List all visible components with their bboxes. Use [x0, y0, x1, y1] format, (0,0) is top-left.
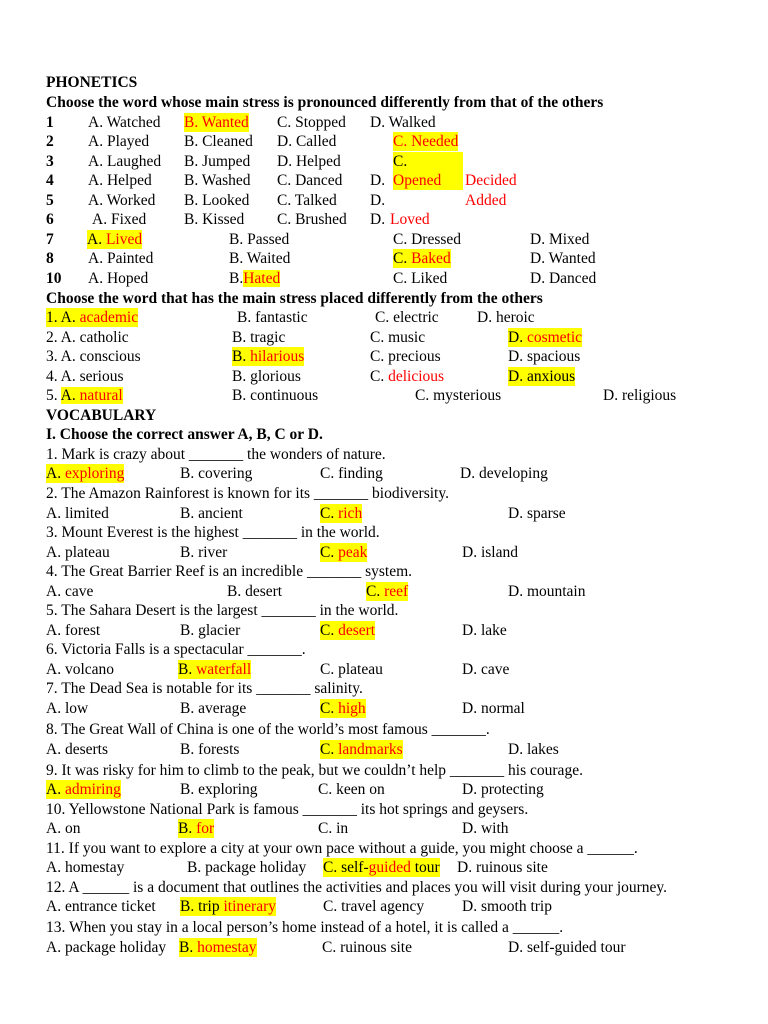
option-d: D. spacious [508, 348, 581, 365]
option-letter: B. [232, 348, 247, 365]
option-b: B. forests [180, 741, 240, 758]
option-b: B. glacier [180, 622, 241, 639]
question-number: 10 [46, 270, 62, 287]
answer-option-b: B. Wanted [184, 114, 249, 131]
option-letter: C. [320, 544, 335, 561]
option-d: D. Helped [277, 153, 341, 170]
answer-word: hilarious [250, 348, 305, 365]
option-a: A. Played [88, 133, 150, 150]
question-number: 2 [46, 133, 54, 150]
option-c: C. Danced [277, 172, 343, 189]
option-letter: C. [393, 250, 408, 267]
option-a: A. Helped [88, 172, 152, 189]
question-number: 5 [46, 192, 54, 209]
answer-option-c [323, 858, 440, 877]
option-letter: 1. A. [46, 309, 76, 326]
answer-option-b [178, 819, 214, 838]
answer-word: guided [368, 859, 411, 876]
answer-word: exploring [64, 465, 125, 482]
question-text: 8. The Great Wall of China is one of the world’s most famous _______. [46, 721, 490, 738]
answer-option-c [320, 504, 362, 523]
option-letter: B. [178, 820, 193, 837]
option-c: C. ruinous site [322, 939, 412, 956]
option-d: D. religious [603, 387, 677, 404]
option-c: C. Liked [393, 270, 448, 287]
option-c: C. music [370, 329, 426, 346]
answer-option-a [46, 386, 123, 405]
option-d: D. mountain [508, 583, 586, 600]
option-c: C. Brushed [277, 211, 347, 228]
answer-word: high [338, 700, 366, 717]
option-d: D. [370, 192, 386, 209]
option-b: B. tragic [232, 329, 286, 346]
option-d: D. Called [277, 133, 337, 150]
question-text: 12. A ______ is a document that outlines the activities and places you will visit during your journey. [46, 879, 668, 896]
question-text: 11. If you want to explore a city at your own pace without a guide, you might choose a ______. [46, 840, 638, 857]
option-d: D. cave [462, 661, 510, 678]
question-number: 7 [46, 231, 54, 248]
option-d: D. sparse [508, 505, 566, 522]
answer-word: waterfall [196, 661, 252, 678]
question-text: 6. Victoria Falls is a spectacular _______. [46, 641, 306, 658]
option-b: B. river [180, 544, 228, 561]
answer-word: for [196, 820, 215, 837]
option-d: D. protecting [462, 781, 544, 798]
option-a: 4. A. serious [46, 368, 124, 385]
question-text: 5. The Sahara Desert is the largest _______ in the world. [46, 602, 399, 619]
option-letter: B. [178, 661, 193, 678]
option-d: D. developing [460, 465, 548, 482]
option-d: D. Wanted [530, 250, 596, 267]
answer-option-c [393, 249, 451, 268]
option-d: D. anxious [508, 368, 576, 385]
option-letter: B. [229, 270, 244, 287]
option-b: B. covering [180, 465, 253, 482]
answer-option-b [229, 269, 280, 288]
question-text: 4. The Great Barrier Reef is an incredible _______ system. [46, 563, 413, 580]
phonetics-heading: PHONETICS [46, 74, 138, 91]
option-letter: A. [60, 387, 76, 404]
option-a: 2. A. catholic [46, 329, 129, 346]
question-text: 7. The Dead Sea is notable for its _______ salinity. [46, 680, 363, 697]
option-a: A. Hoped [88, 270, 149, 287]
option-b: B. Waited [229, 250, 291, 267]
answer-option-c: C. Needed [393, 133, 459, 150]
option-d: D. [370, 211, 386, 228]
option-c: C. mysterious [415, 387, 502, 404]
question-text: 2. The Amazon Rainforest is known for its _______ biodiversity. [46, 485, 449, 502]
option-a: A. forest [46, 622, 101, 639]
option-d: D. with [462, 820, 509, 837]
option-b: B. Cleaned [184, 133, 253, 150]
answer-text: Loved [390, 211, 430, 228]
option-letter: C. [320, 505, 335, 522]
answer-word: homestay [197, 939, 257, 956]
option-b: B. package holiday [187, 859, 307, 876]
option-letter: B. [179, 939, 194, 956]
option-d: D. [370, 172, 386, 189]
answer-word: delicious [388, 368, 445, 385]
option-c: C. electric [375, 309, 439, 326]
answer-word: peak [338, 544, 368, 561]
question-number: 3 [46, 153, 54, 170]
option-letter: A. [46, 781, 62, 798]
option-letter: C. [320, 622, 335, 639]
question-number: 4 [46, 172, 54, 189]
question-text: 9. It was risky for him to climb to the peak, but we couldn’t help _______ his courage. [46, 762, 583, 779]
option-c: C. in [318, 820, 349, 837]
answer-option-c [320, 699, 366, 718]
question-text: 10. Yellowstone National Park is famous _______ its hot springs and geysers. [46, 801, 529, 818]
option-c: C. keen on [318, 781, 385, 798]
option-d: D. lakes [508, 741, 559, 758]
phonetics-instruction-2: Choose the word that has the main stress placed differently from the others [46, 290, 543, 307]
answer-option-a [87, 230, 142, 249]
answer-option-b [232, 347, 304, 366]
answer-option-b [179, 938, 257, 957]
option-b: B. fantastic [237, 309, 308, 326]
option-b: B. Jumped [184, 153, 251, 170]
answer-text: Decided [465, 172, 517, 189]
option-b: B. exploring [180, 781, 258, 798]
phonetics-instruction-1: Choose the word whose main stress is pronounced differently from that of the others [46, 94, 604, 111]
answer-option-b [178, 660, 251, 679]
option-a: A. cave [46, 583, 94, 600]
option-a: 3. A. conscious [46, 348, 141, 365]
option-b: B. Kissed [184, 211, 245, 228]
option-a: A. Worked [88, 192, 156, 209]
option-letter: C. [370, 368, 385, 385]
option-b: B. desert [227, 583, 283, 600]
option-c: C. finding [320, 465, 383, 482]
option-d: D. Walked [370, 114, 436, 131]
option-a: A. Laughed [88, 153, 162, 170]
option-c: C. plateau [320, 661, 383, 678]
option-d: D. heroic [477, 309, 535, 326]
option-c: C. Stopped [277, 114, 346, 131]
answer-option-a [46, 780, 121, 799]
option-c: C. Talked [277, 192, 337, 209]
answer-word: C. self- [323, 859, 369, 876]
option-letter: A. [46, 465, 62, 482]
question-number: 8 [46, 250, 54, 267]
vocabulary-heading: VOCABULARY [46, 407, 157, 424]
answer-word: Hated [243, 270, 281, 287]
question-text: 1. Mark is crazy about _______ the wonders of nature. [46, 446, 386, 463]
answer-option-c [320, 740, 403, 759]
option-a: A. limited [46, 505, 109, 522]
option-a: A. Watched [88, 114, 161, 131]
answer-option-c [320, 621, 375, 640]
answer-word: tour [414, 859, 440, 876]
option-b: B. average [180, 700, 247, 717]
option-d: D. island [462, 544, 518, 561]
vocabulary-instruction: I. Choose the correct answer A, B, C or D. [46, 426, 323, 443]
option-b: B. Passed [229, 231, 290, 248]
option-a: A. volcano [46, 661, 115, 678]
answer-option-b [180, 897, 276, 916]
option-a: A. entrance ticket [46, 898, 156, 915]
option-a: A. deserts [46, 741, 108, 758]
option-a: A. on [46, 820, 81, 837]
answer-word: rich [338, 505, 363, 522]
answer-word: Lived [105, 231, 143, 248]
answer-word: admiring [64, 781, 121, 798]
option-b: B. Washed [184, 172, 251, 189]
option-a: A. plateau [46, 544, 110, 561]
answer-word: desert [338, 622, 376, 639]
question-text: 3. Mount Everest is the highest _______ in the world. [46, 524, 380, 541]
option-a: A. Painted [88, 250, 154, 267]
option-letter: B. trip [180, 898, 220, 915]
option-a: A. Fixed [92, 211, 147, 228]
answer-word: natural [79, 387, 123, 404]
answer-option-a [46, 464, 124, 483]
answer-text: Opened [393, 171, 463, 190]
option-d: D. ruinous site [457, 859, 548, 876]
answer-option-c [320, 543, 367, 562]
option-d: D. normal [462, 700, 525, 717]
question-text: 13. When you stay in a local person’s home instead of a hotel, it is called a ______. [46, 919, 564, 936]
answer-option-c [366, 582, 408, 601]
option-a: A. low [46, 700, 89, 717]
answer-option-a [46, 308, 138, 327]
answer-option-c [370, 367, 444, 386]
option-a: A. package holiday [46, 939, 167, 956]
answer-option-c: C. [393, 152, 463, 171]
answer-word: landmarks [338, 741, 403, 758]
answer-word: cosmetic [526, 329, 583, 346]
option-b: B. continuous [232, 387, 319, 404]
option-letter: D. [508, 329, 524, 346]
option-a: A. homestay [46, 859, 125, 876]
option-letter: A. [87, 231, 103, 248]
answer-word: reef [384, 583, 409, 600]
option-letter: C. [366, 583, 381, 600]
option-b: B. glorious [232, 368, 301, 385]
answer-option-d [508, 328, 582, 347]
answer-word: academic [79, 309, 139, 326]
option-letter: C. [320, 700, 335, 717]
option-c: C. Dressed [393, 231, 462, 248]
option-number: 5. [46, 387, 58, 404]
option-d: D. Mixed [530, 231, 590, 248]
answer-word: itinerary [223, 898, 277, 915]
option-letter: C. [320, 741, 335, 758]
question-number: 1 [46, 114, 54, 131]
option-c: C. travel agency [323, 898, 425, 915]
option-b: B. Looked [184, 192, 250, 209]
answer-word: Baked [411, 250, 451, 267]
option-c: C. precious [370, 348, 441, 365]
option-d: D. lake [462, 622, 507, 639]
answer-text: Added [465, 192, 507, 209]
option-b: B. ancient [180, 505, 243, 522]
option-d: D. smooth trip [462, 898, 552, 915]
option-d: D. Danced [530, 270, 597, 287]
option-d: D. self-guided tour [508, 939, 626, 956]
question-number: 6 [46, 211, 54, 228]
